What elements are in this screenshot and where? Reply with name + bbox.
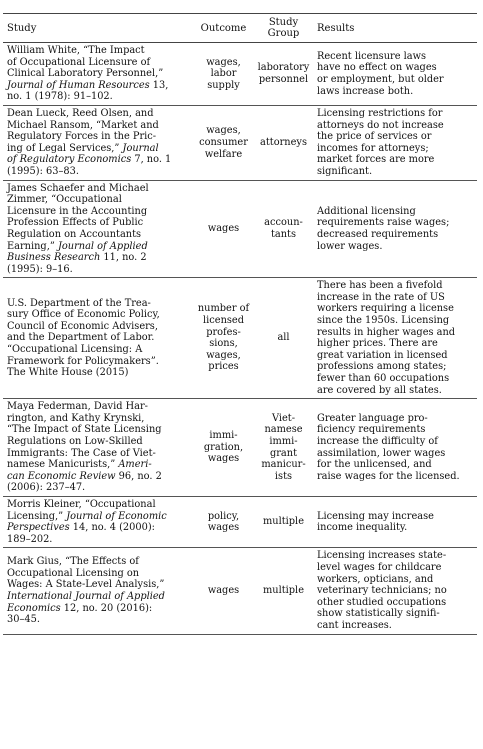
study-text: Council of Economic Advisers, [7, 320, 158, 332]
results-cell-line: are covered by all states. [317, 384, 442, 396]
results-cell [313, 399, 477, 497]
study-text: Dean Lueck, Reed Olsen, and [7, 107, 154, 119]
study-line [7, 309, 190, 321]
results-cell-line: lower wages. [317, 240, 383, 252]
study-line [7, 356, 190, 368]
results-cell-line: great variation in licensed [317, 349, 448, 361]
journal-title: Ameri- [118, 459, 152, 471]
study-text: sury Office of Economic Policy, [7, 309, 160, 321]
study-group-cell-line: accoun- [264, 217, 303, 229]
journal-title: Journal [122, 142, 159, 154]
study-line [7, 143, 190, 155]
outcome-cell-line: wages, [206, 125, 241, 137]
header-results: Results [313, 14, 477, 43]
outcome-cell-line: wages [207, 223, 240, 235]
study-text: Framework for Policymakers”. [7, 355, 159, 367]
study-text: “The Impact of State Licensing [7, 424, 162, 436]
table-body [3, 43, 477, 635]
results-cell-line: workers requiring a license [317, 303, 454, 315]
study-text: 96, no. 2 [115, 470, 162, 482]
study-line [7, 252, 190, 264]
study-line [7, 45, 190, 57]
study-text: 14, no. 4 (2000): [69, 522, 155, 534]
study-text: ing of Legal Services,” [7, 142, 123, 154]
study-line [7, 482, 190, 494]
study-group-cell [253, 180, 313, 278]
results-cell-line: ficiency requirements [317, 424, 426, 436]
study-text: William White, “The Impact [7, 45, 145, 56]
outcome-cell-line: licensed [203, 315, 244, 327]
results-cell-line: increase the difficulty of [317, 436, 438, 447]
results-cell [313, 105, 477, 180]
results-cell-line: since the 1950s. Licensing [317, 315, 450, 327]
study-group-cell-line: Viet- [271, 412, 296, 424]
study-line [7, 206, 190, 218]
outcome-cell-line: number of [197, 303, 250, 315]
study-line [7, 321, 190, 333]
outcome-cell [193, 399, 253, 497]
results-cell-line: decreased requirements [317, 228, 439, 240]
study-group-cell [253, 278, 313, 399]
study-line [7, 424, 190, 436]
study-text: Clinical Laboratory Personnel,” [7, 68, 164, 80]
header-study: Study [3, 14, 193, 43]
results-cell-line: attorneys do not increase [317, 119, 444, 131]
study-group-cell [253, 496, 313, 547]
study-line [7, 511, 190, 523]
study-line [7, 401, 190, 413]
study-text: Maya Federman, David Har- [7, 401, 148, 413]
study-cell [3, 399, 193, 497]
study-group-cell [253, 105, 313, 180]
study-line [7, 499, 190, 511]
results-cell-line: or employment, but older [317, 73, 444, 85]
study-text: of Occupational Licensure of [7, 56, 151, 68]
results-cell-line: cant increases. [317, 619, 392, 631]
results-cell-line: level wages for childcare [317, 561, 442, 573]
results-cell-line: professions among states; [317, 361, 447, 373]
journal-title: Business Research [7, 252, 101, 264]
study-line [7, 183, 190, 195]
study-text: 13, [149, 79, 169, 91]
study-group-cell [253, 399, 313, 497]
outcome-cell-line: wages, [206, 56, 241, 68]
study-line [7, 522, 190, 534]
results-cell-line: raise wages for the licensed. [317, 470, 460, 482]
study-line [7, 591, 190, 603]
study-group-cell-line: laboratory [257, 62, 310, 74]
study-line [7, 264, 190, 276]
study-text: 7, no. 1 [131, 154, 172, 166]
study-cell [3, 105, 193, 180]
table-row [3, 278, 477, 399]
outcome-cell-line: supply [207, 79, 240, 91]
study-cell [3, 496, 193, 547]
study-line [7, 298, 190, 310]
results-cell-line: other studied occupations [317, 596, 447, 608]
study-group-cell [253, 548, 313, 634]
journal-title: International Journal of Applied [7, 590, 165, 602]
study-line [7, 568, 190, 580]
outcome-cell-line: immi- [209, 430, 238, 442]
study-text: U.S. Department of the Trea- [7, 297, 151, 309]
results-cell [313, 43, 477, 106]
table-row [3, 43, 477, 106]
study-text: (2006): 237–47. [7, 482, 86, 494]
outcome-cell-line: prices [208, 361, 239, 373]
study-text: Michael Ransom, “Market and [7, 119, 159, 131]
study-text: Zimmer, “Occupational [7, 194, 122, 206]
study-line [7, 436, 190, 448]
header-outcome: Outcome [193, 14, 253, 43]
study-text: 30–45. [7, 614, 40, 626]
study-line [7, 131, 190, 143]
outcome-cell-line: sions, [209, 338, 238, 350]
study-line [7, 344, 190, 356]
results-cell-line: incomes for attorneys; [317, 142, 429, 154]
study-group-cell-line: multiple [262, 516, 304, 528]
study-text: (1995): 63–83. [7, 165, 79, 177]
study-line [7, 194, 190, 206]
results-cell-line: veterinary technicians; no [317, 585, 447, 597]
study-text: 12, no. 20 (2016): [60, 602, 153, 614]
results-cell [313, 496, 477, 547]
outcome-cell [193, 548, 253, 634]
study-line [7, 154, 190, 166]
study-line [7, 68, 190, 80]
table-row [3, 399, 477, 497]
study-line [7, 556, 190, 568]
results-cell-line: Licensing may increase [317, 510, 434, 522]
study-text: no. 1 (1978): 91–102. [7, 91, 113, 103]
study-line [7, 108, 190, 120]
results-cell-line: workers, opticians, and [317, 573, 434, 585]
table-row [3, 496, 477, 547]
results-cell-line: show statistically signifi- [317, 608, 440, 620]
results-cell-line: Licensing restrictions for [317, 107, 443, 119]
study-text: James Schaefer and Michael [7, 182, 149, 194]
study-line [7, 332, 190, 344]
results-cell-line: Recent licensure laws [317, 50, 426, 62]
outcome-cell-line: wages, [206, 349, 241, 361]
outcome-cell-line: welfare [204, 148, 243, 160]
study-line [7, 229, 190, 241]
results-cell-line: assimilation, lower wages [317, 447, 446, 459]
study-text: Profession Effects of Public [7, 217, 144, 229]
results-cell [313, 548, 477, 634]
study-line [7, 166, 190, 178]
journal-title: can Economic Review [7, 470, 116, 482]
outcome-cell-line: consumer [199, 136, 248, 148]
results-cell-line: significant. [317, 165, 373, 177]
study-line [7, 57, 190, 69]
results-cell-line: fewer than 60 occupations [317, 373, 450, 385]
study-text: Regulation on Accountants [7, 228, 142, 240]
table-row [3, 180, 477, 278]
study-group-cell-line: grant [269, 447, 298, 459]
study-text: Occupational Licensing on [7, 567, 140, 579]
results-cell [313, 278, 477, 399]
study-line [7, 91, 190, 103]
study-group-cell-line: ists [274, 470, 293, 482]
outcome-cell [193, 496, 253, 547]
results-cell-line: requirements raise wages; [317, 217, 450, 229]
study-group-cell-line: multiple [262, 585, 304, 597]
results-cell-line: Additional licensing [317, 205, 416, 217]
study-group-cell-line: all [277, 332, 290, 344]
journal-title: of Regulatory Economics [7, 154, 132, 166]
study-line [7, 579, 190, 591]
results-cell-line: results in higher wages and [317, 326, 456, 338]
study-text: Licensing,” [7, 510, 67, 522]
study-group-cell-line: namese [264, 424, 303, 436]
study-text: Morris Kleiner, “Occupational [7, 498, 156, 510]
study-text: namese Manicurists,” [7, 459, 119, 471]
study-line [7, 413, 190, 425]
study-group-cell [253, 43, 313, 106]
study-text: Wages: A State-Level Analysis,” [7, 579, 165, 591]
study-group-cell-line: immi- [269, 436, 298, 447]
results-cell-line: market forces are more [317, 154, 435, 166]
study-text: The White House (2015) [7, 367, 129, 379]
study-cell [3, 43, 193, 106]
results-cell-line: There has been a fivefold [317, 280, 443, 292]
outcome-cell-line: wages [207, 585, 240, 597]
study-group-cell-line: attorneys [260, 136, 307, 148]
journal-title: Journal of Applied [57, 240, 148, 252]
header-row [3, 14, 477, 43]
outcome-cell [193, 43, 253, 106]
study-text: Immigrants: The Case of Viet- [7, 447, 156, 459]
outcome-cell-line: policy, [207, 510, 240, 522]
study-text: Earning,” [7, 240, 58, 252]
table-row [3, 105, 477, 180]
outcome-cell [193, 105, 253, 180]
study-cell [3, 278, 193, 399]
study-text: Licensure in the Accounting [7, 205, 148, 217]
study-text: Regulatory Forces in the Pric- [7, 131, 157, 143]
study-line [7, 614, 190, 626]
results-cell-line: higher prices. There are [317, 338, 438, 350]
study-line [7, 471, 190, 483]
study-group-cell-line: personnel [258, 73, 309, 85]
results-cell-line: the price of services or [317, 131, 432, 143]
study-cell [3, 548, 193, 634]
study-text: (1995): 9–16. [7, 263, 73, 275]
study-line [7, 241, 190, 253]
study-text: Mark Gius, “The Effects of [7, 556, 139, 568]
results-cell-line: laws increase both. [317, 85, 414, 97]
study-line [7, 534, 190, 546]
results-cell-line: for the unlicensed, and [317, 459, 432, 471]
study-cell [3, 180, 193, 278]
table-row [3, 548, 477, 634]
study-line [7, 80, 190, 92]
study-group-cell-line: manicur- [261, 459, 306, 471]
study-text: Regulations on Low-Skilled [7, 436, 143, 447]
outcome-cell [193, 180, 253, 278]
study-text: 189–202. [7, 533, 53, 545]
study-group-cell-line: tants [270, 228, 297, 240]
journal-title: Journal of Human Resources [7, 79, 150, 91]
outcome-cell-line: gration, [203, 441, 244, 453]
results-cell-line: Licensing increases state- [317, 550, 447, 562]
results-cell-line: income inequality. [317, 522, 408, 534]
study-text: rington, and Kathy Krynski, [7, 412, 145, 424]
results-cell-line: increase in the rate of US [317, 291, 445, 303]
journal-title: Economics [7, 602, 61, 614]
study-line [7, 367, 190, 379]
study-line [7, 603, 190, 615]
outcome-cell-line: wages [207, 453, 240, 465]
studies-table [3, 13, 477, 635]
results-cell [313, 180, 477, 278]
study-line [7, 217, 190, 229]
journal-title: Perspectives [7, 522, 70, 534]
outcome-cell [193, 278, 253, 399]
study-text: “Occupational Licensing: A [7, 344, 143, 356]
study-line [7, 459, 190, 471]
outcome-cell-line: profes- [206, 326, 241, 338]
journal-title: Journal of Economic [66, 510, 167, 522]
study-text: 11, no. 2 [100, 252, 147, 264]
study-line [7, 120, 190, 132]
study-text: and the Department of Labor. [7, 332, 155, 344]
outcome-cell-line: wages [207, 522, 240, 534]
study-line [7, 448, 190, 460]
results-cell-line: Greater language pro- [317, 412, 428, 424]
header-study-group: Study Group [253, 14, 313, 43]
results-cell-line: have no effect on wages [317, 62, 437, 74]
outcome-cell-line: labor [210, 68, 237, 80]
